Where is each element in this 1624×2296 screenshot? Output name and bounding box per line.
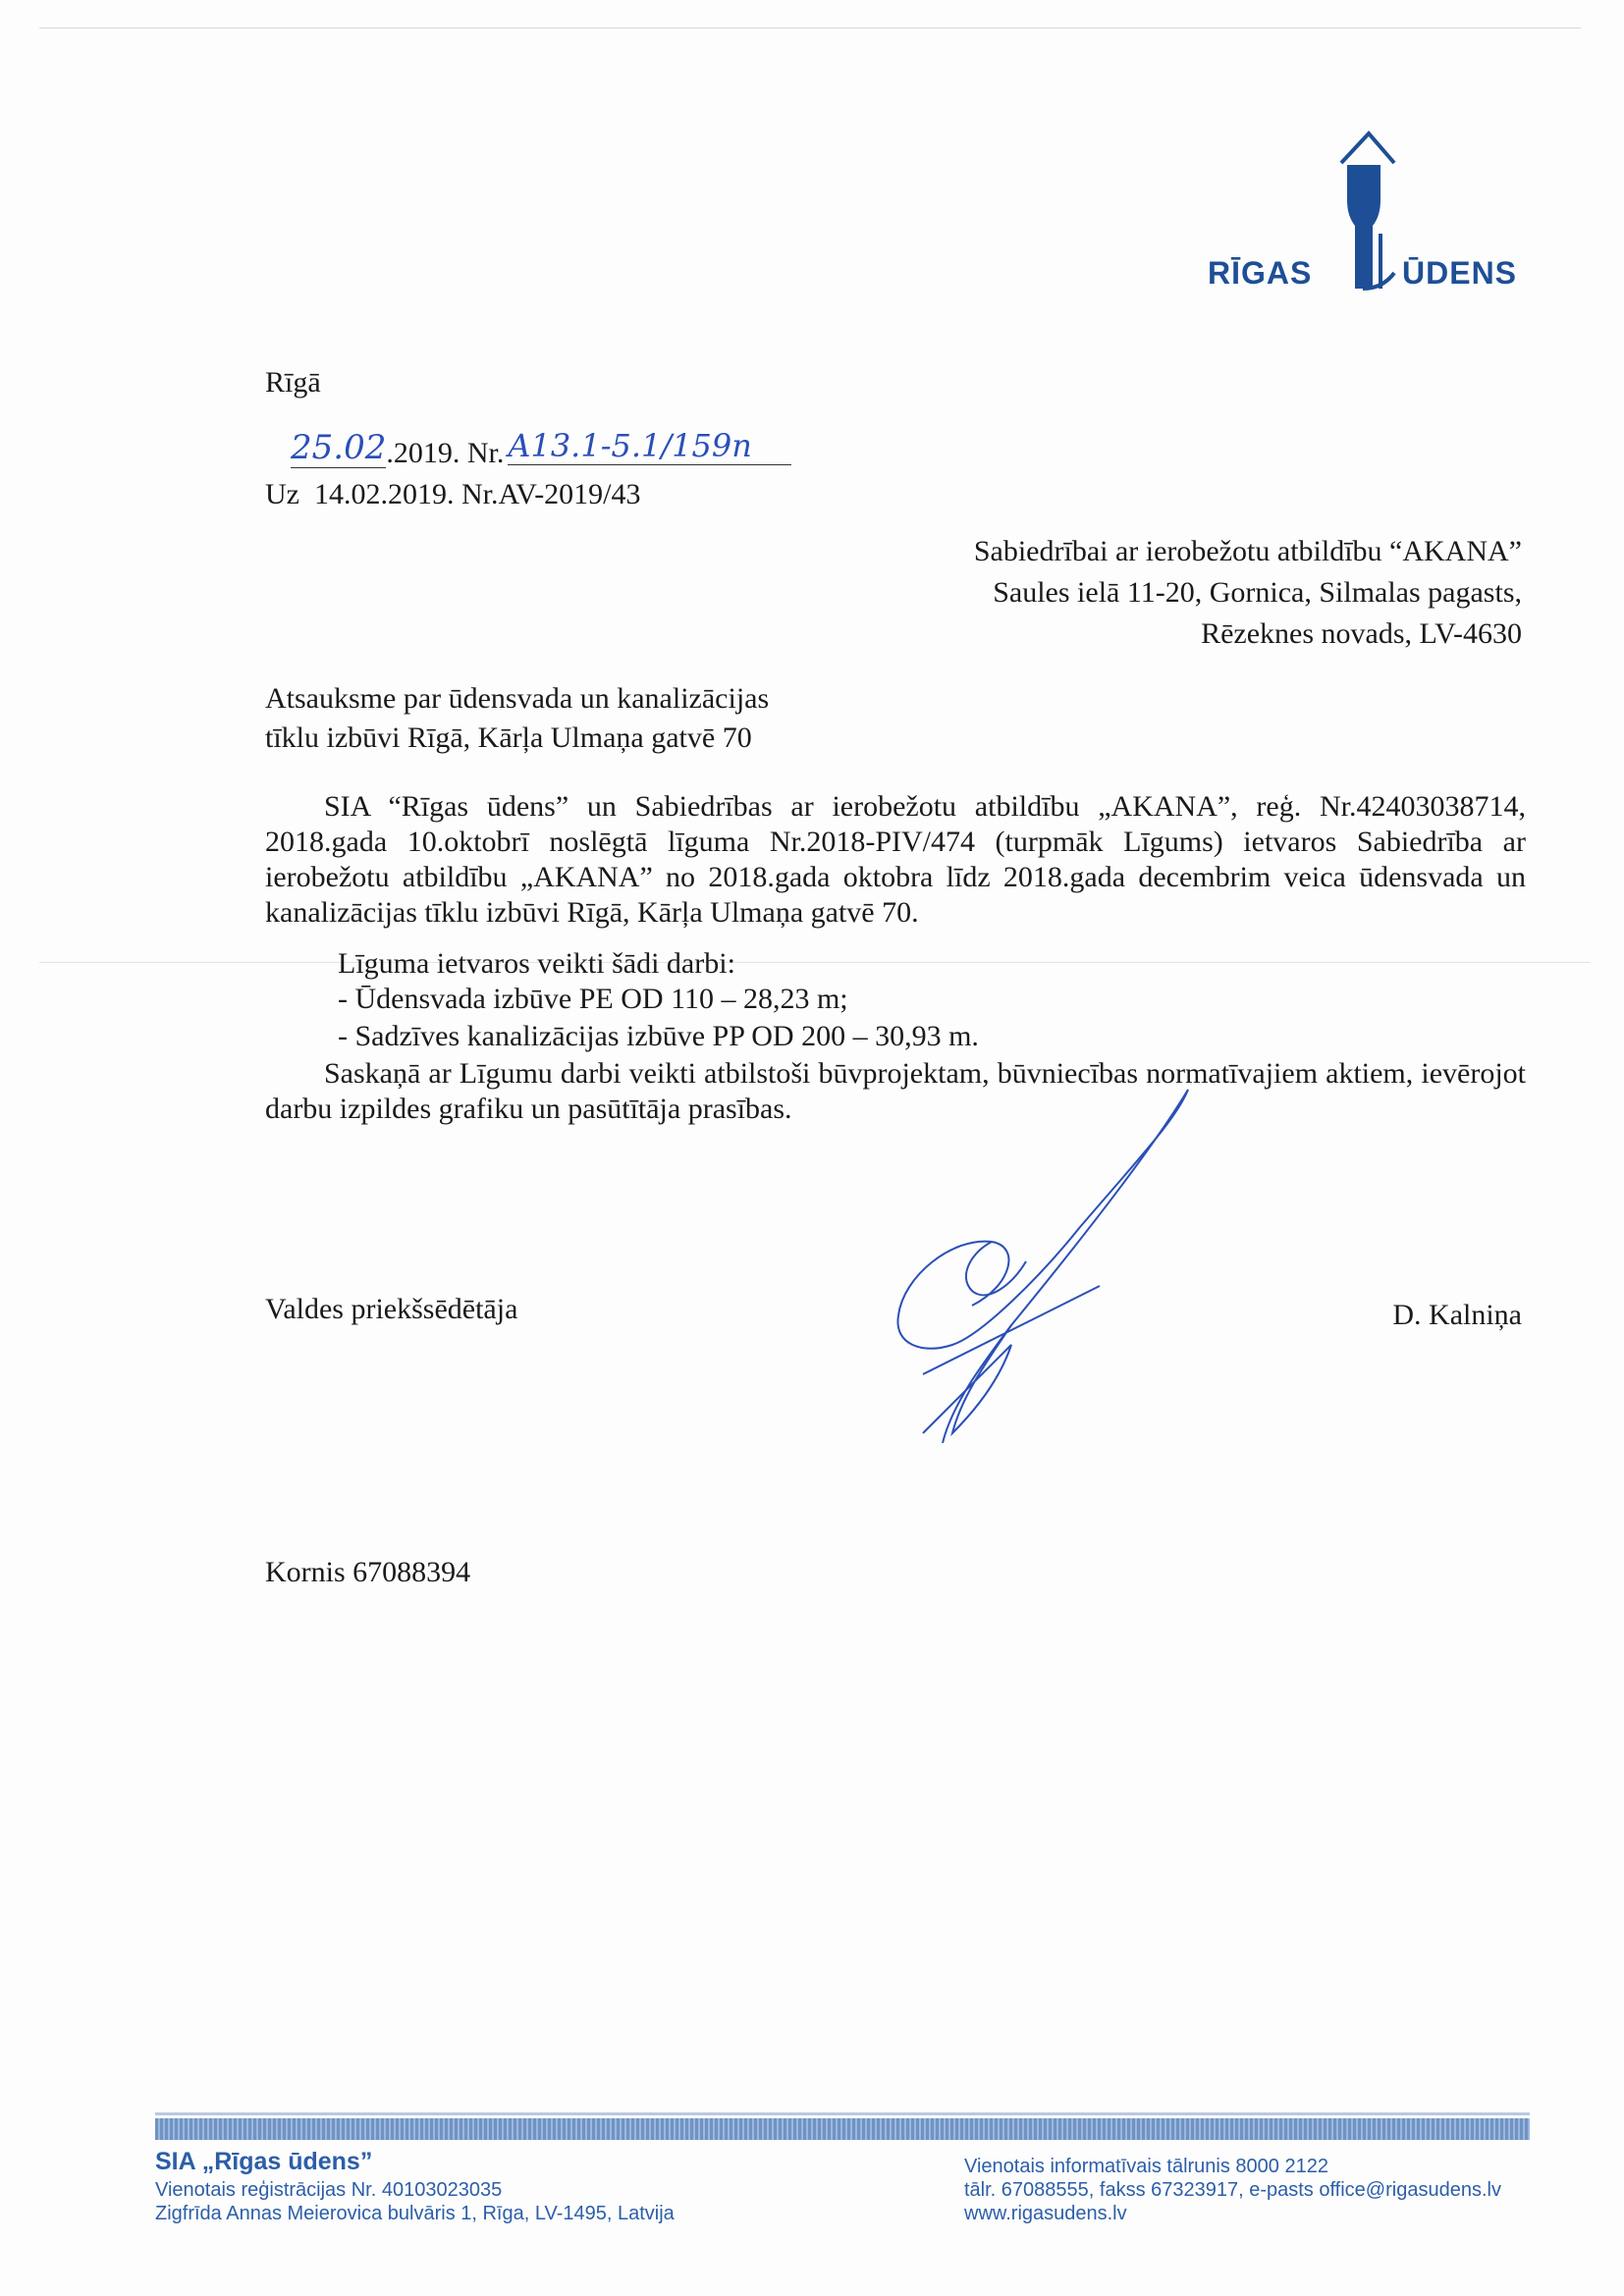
scan-fold-line [39,962,1591,963]
works-intro: Līguma ietvaros veikti šādi darbi: [338,947,735,980]
body-paragraph-1: SIA “Rīgas ūdens” un Sabiedrības ar ierobežotu atbildību „AKANA”, reģ. Nr.42403038714, 2018.gada 10.oktobrī noslēgtā līguma Nr.2018-PIV/474 (turpmāk Līgums) ietvaros Sabiedrība ar ierobežotu atbildību „AKANA” no 2018.gada oktobra līdz 2018.gada decembrim veica ūdensvada un kanalizācijas tīklu izbūvi Rīgā, Kārļa Ulmaņa gatvē 70. [265,790,1526,929]
signatory-position: Valdes priekšsēdētāja [265,1293,518,1325]
scan-edge-line [39,27,1581,28]
logo-word-right: ŪDENS [1402,255,1518,291]
water-tower-icon [1333,126,1402,293]
footer-website: www.rigasudens.lv [964,2203,1127,2224]
subject-line-2: tīklu izbūvi Rīgā, Kārļa Ulmaņa gatvē 70 [265,721,752,754]
footer-company: SIA „Rīgas ūdens” [155,2148,373,2175]
recipient-line-1: Sabiedrībai ar ierobežotu atbildību “AKANA” [973,535,1522,567]
footer-address: Zigfrīda Annas Meierovica bulvāris 1, Rīga, LV-1495, Latvija [155,2203,675,2224]
date-line [291,427,791,471]
handwritten-number: A13.1-5.1/159n [508,427,791,465]
works-item-2: - Sadzīves kanalizācijas izbūve PP OD 200 – 30,93 m. [338,1020,979,1052]
city: Rīgā [265,366,321,399]
footer-info-phone: Vienotais informatīvais tālrunis 8000 2122 [964,2156,1328,2177]
footer-contacts: tālr. 67088555, fakss 67323917, e-pasts office@rigasudens.lv [964,2179,1501,2201]
handwritten-date: 25.02 [291,428,387,467]
works-item-1: - Ūdensvada izbūve PE OD 110 – 28,23 m; [338,983,848,1015]
subject-line-1: Atsauksme par ūdensvada un kanalizācijas [265,682,770,715]
contact-person: Kornis 67088394 [265,1556,471,1588]
logo-word-left: RĪGAS [1208,255,1313,291]
handwritten-signature [864,1080,1198,1453]
footer-registration: Vienotais reģistrācijas Nr. 40103023035 [155,2179,503,2201]
date-suffix: .2019. Nr. [386,437,505,469]
body-paragraph-2: Saskaņā ar Līgumu darbi veikti atbilstoši būvprojektam, būvniecības normatīvajiem aktiem, ievērojot darbu izpildes grafiku un pasūtītāja prasības. [265,1057,1526,1125]
footer-bar-accent [155,2112,1530,2115]
recipient-line-2: Saules ielā 11-20, Gornica, Silmalas pagasts, [993,576,1522,609]
footer-bar [155,2118,1530,2140]
reference-line: Uz 14.02.2019. Nr.AV-2019/43 [265,478,641,510]
signatory-name: D. Kalniņa [1392,1299,1522,1331]
recipient-line-3: Rēzeknes novads, LV-4630 [1201,617,1522,650]
rigas-udens-logo [1208,126,1542,302]
